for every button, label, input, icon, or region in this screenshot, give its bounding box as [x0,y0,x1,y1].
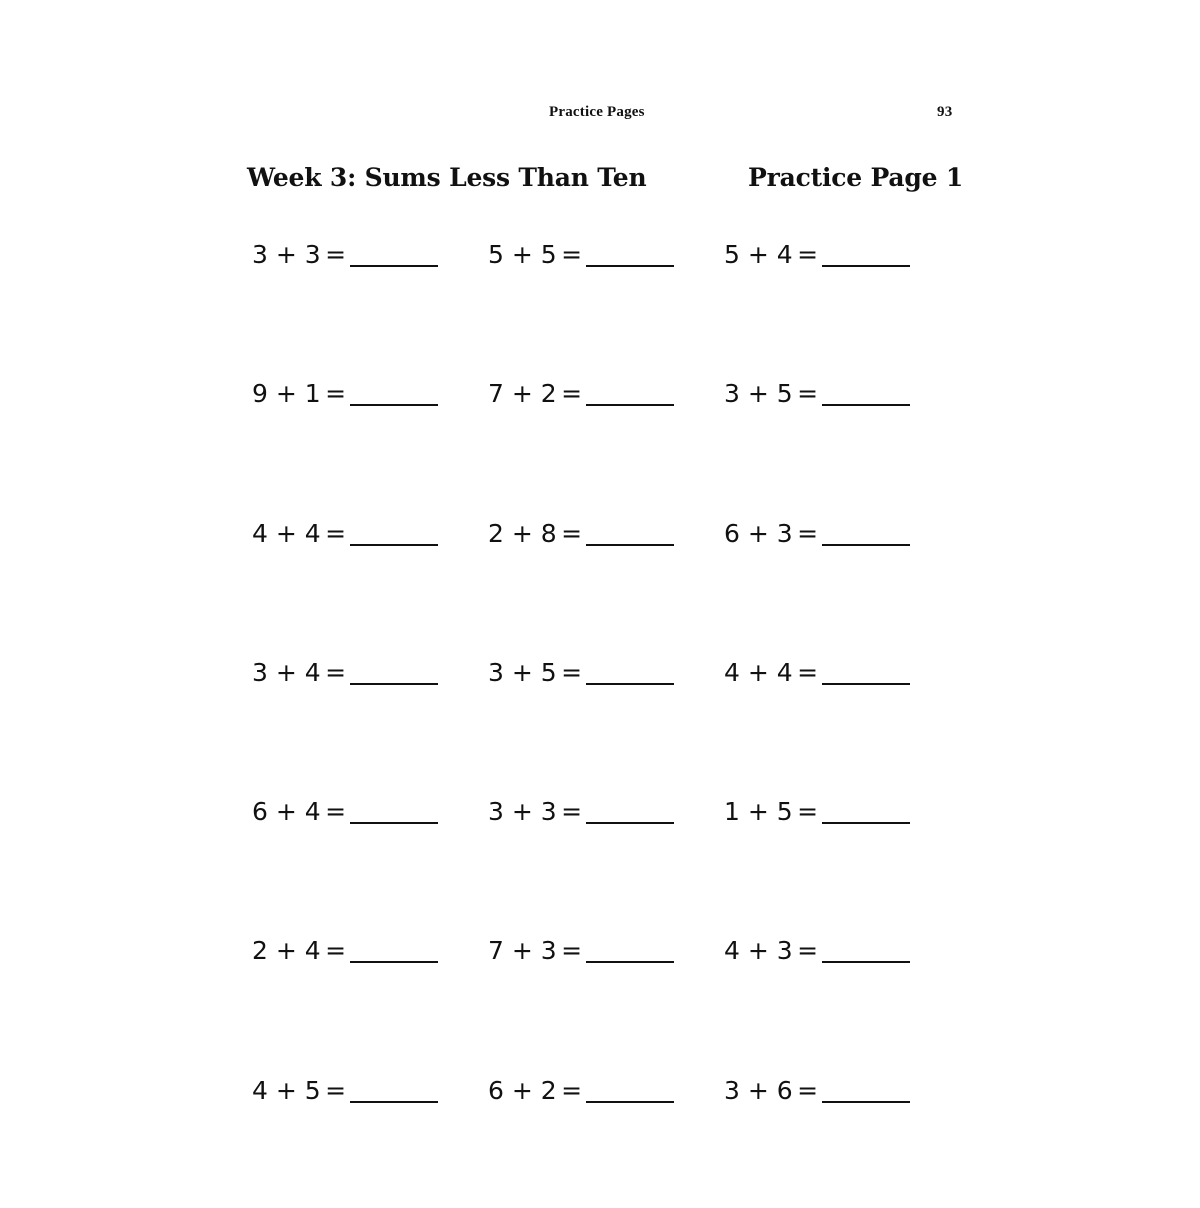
answer-blank[interactable] [586,663,674,685]
equals-sign: = [325,797,347,827]
page-number: 93 [937,104,953,120]
problem-expression: 6 + 3 [724,518,794,548]
equals-sign: = [797,240,819,269]
equals-sign: = [325,936,347,966]
answer-blank[interactable] [586,802,674,824]
problem-expression: 4 + 4 [252,518,322,548]
practice-page-title: Practice Page 1 [748,163,964,192]
equals-sign: = [797,936,819,966]
answer-blank[interactable] [350,1081,438,1103]
problem-expression: 4 + 5 [252,1075,322,1105]
equals-sign: = [325,657,347,687]
problem-expression: 9 + 1 [252,379,322,409]
equals-sign: = [797,1075,819,1105]
answer-blank[interactable] [350,245,438,267]
problem-item [252,233,488,267]
equals-sign: = [561,936,583,966]
answer-blank[interactable] [350,941,438,963]
equals-sign: = [561,379,583,409]
problem-expression: 4 + 4 [724,657,794,687]
problem-expression: 4 + 3 [724,936,794,966]
problem-item [252,790,488,827]
problem-expression: 7 + 3 [488,936,558,966]
answer-blank[interactable] [586,1081,674,1103]
equals-sign: = [797,657,819,687]
problem-item [488,929,724,966]
equals-sign: = [561,797,583,827]
problem-item [488,651,724,685]
answer-blank[interactable] [586,245,674,267]
problem-item [252,651,488,685]
problem-item [488,790,724,827]
answer-blank[interactable] [350,802,438,824]
answer-blank[interactable] [822,941,910,963]
equals-sign: = [325,1075,347,1105]
problem-expression: 3 + 5 [488,657,558,687]
problem-item [724,790,932,827]
answer-blank[interactable] [822,663,910,685]
answer-blank[interactable] [350,384,438,406]
problem-expression: 6 + 4 [252,797,322,827]
problem-item [488,372,724,409]
problem-item [252,372,488,409]
answer-blank[interactable] [822,802,910,824]
problem-item [724,512,932,546]
problem-expression: 3 + 3 [488,797,558,827]
running-title: Practice Pages [549,104,645,120]
problem-grid [252,233,932,1208]
answer-blank[interactable] [822,1081,910,1103]
problem-expression: 3 + 3 [252,240,322,269]
equals-sign: = [325,518,347,548]
problem-expression: 7 + 2 [488,379,558,409]
answer-blank[interactable] [822,384,910,406]
problem-item [252,929,488,966]
worksheet-title: Week 3: Sums Less Than Ten [247,163,647,192]
problem-expression: 2 + 4 [252,936,322,966]
equals-sign: = [325,240,347,269]
answer-blank[interactable] [350,663,438,685]
problem-item [488,512,724,546]
problem-expression: 5 + 4 [724,240,794,269]
problem-item [724,233,932,267]
problem-expression: 3 + 5 [724,379,794,409]
problem-item [724,1069,932,1103]
problem-expression: 6 + 2 [488,1075,558,1105]
answer-blank[interactable] [350,524,438,546]
answer-blank[interactable] [822,524,910,546]
answer-blank[interactable] [586,384,674,406]
answer-blank[interactable] [586,941,674,963]
problem-item [724,929,932,966]
problem-expression: 3 + 6 [724,1075,794,1105]
equals-sign: = [797,518,819,548]
problem-item [252,512,488,546]
problem-item [724,372,932,409]
equals-sign: = [797,797,819,827]
equals-sign: = [561,518,583,548]
problem-expression: 3 + 4 [252,657,322,687]
problem-expression: 1 + 5 [724,797,794,827]
equals-sign: = [561,657,583,687]
equals-sign: = [797,379,819,409]
problem-item [488,1069,724,1103]
problem-expression: 2 + 8 [488,518,558,548]
answer-blank[interactable] [586,524,674,546]
problem-item [724,651,932,685]
problem-item [488,233,724,267]
equals-sign: = [325,379,347,409]
equals-sign: = [561,1075,583,1105]
problem-expression: 5 + 5 [488,240,558,269]
answer-blank[interactable] [822,245,910,267]
problem-item [252,1069,488,1103]
equals-sign: = [561,240,583,269]
